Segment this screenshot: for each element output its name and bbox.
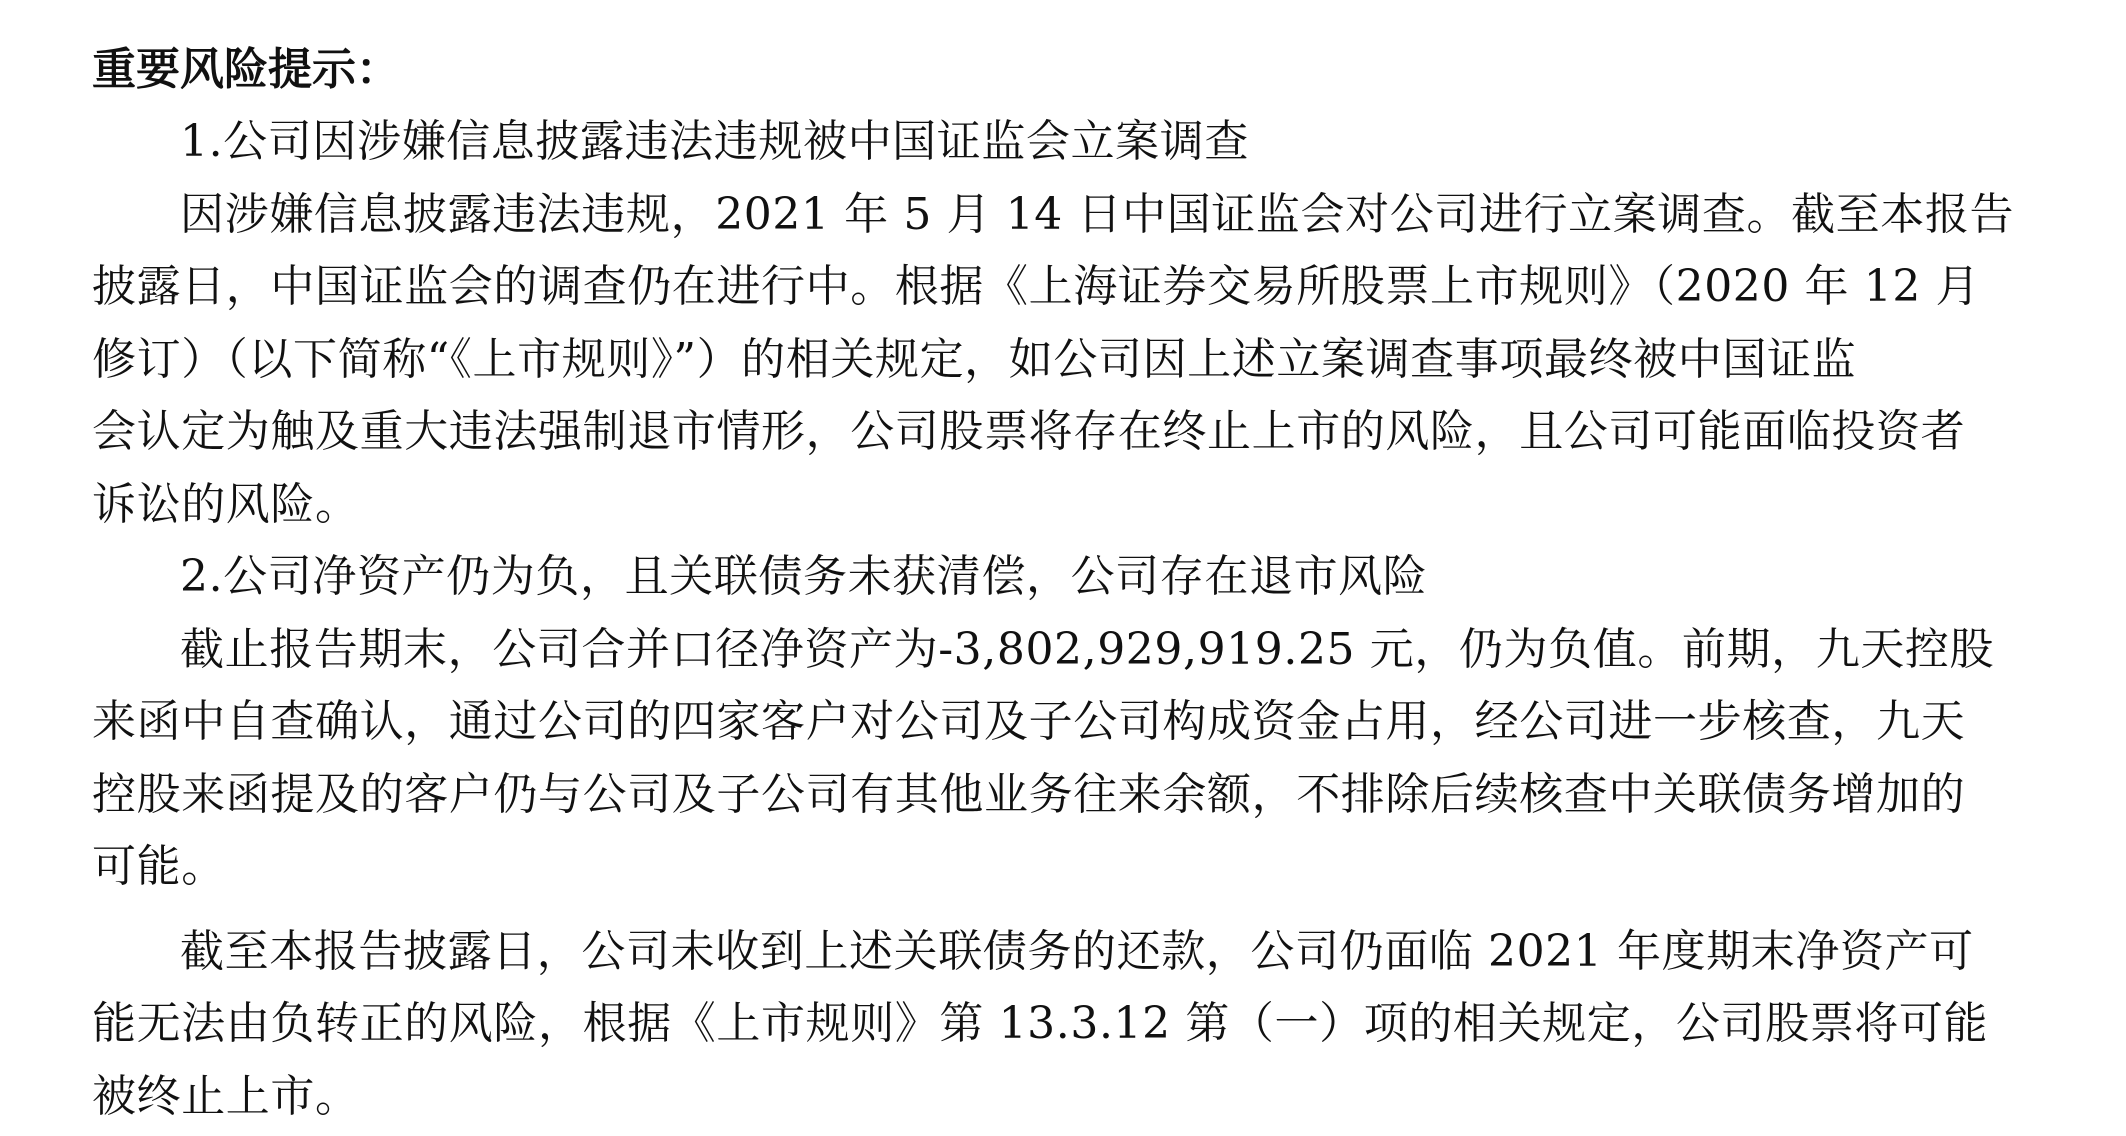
paragraph-line: 修订）（以下简称“《上市规则》”）的相关规定，如公司因上述立案调查事项最终被中国证监 [92, 333, 1857, 385]
risk-heading-1: 1.公司因涉嫌信息披露违法违规被中国证监会立案调查 [180, 116, 1249, 167]
paragraph-line: 截止报告期末，公司合并口径净资产为-3,802,929,919.25 元，仍为负值。前期，九天控股 [180, 623, 1995, 675]
paragraph-line: 诉讼的风险。 [92, 478, 360, 530]
paragraph-line: 因涉嫌信息披露违法违规，2021 年 5 月 14 日中国证监会对公司进行立案调查。截至本报告 [180, 188, 2015, 240]
risk-heading-2: 2.公司净资产仍为负，且关联债务未获清偿，公司存在退市风险 [180, 551, 1428, 602]
paragraph-line: 可能。 [92, 841, 226, 892]
paragraph-line: 披露日，中国证监会的调查仍在进行中。根据《上海证券交易所股票上市规则》（2020 年 12 月 [92, 261, 1981, 312]
paragraph-line: 截至本报告披露日，公司未收到上述关联债务的还款，公司仍面临 2021 年度期末净资产可 [180, 925, 1974, 977]
document-body [92, 34, 2064, 1133]
paragraph-line: 被终止上市。 [92, 1070, 360, 1122]
paragraph-line: 控股来函提及的客户仍与公司及子公司有其他业务往来余额，不排除后续核查中关联债务增加的 [92, 768, 1966, 820]
paragraph-line: 来函中自查确认，通过公司的四家客户对公司及子公司构成资金占用，经公司进一步核查，九天 [92, 696, 1966, 747]
paragraph-line: 能无法由负转正的风险，根据《上市规则》第 13.3.12 第（一）项的相关规定，公司股票将可能 [92, 998, 1989, 1049]
section-title: 重要风险提示： [92, 44, 400, 95]
paragraph-line: 会认定为触及重大违法强制退市情形，公司股票将存在终止上市的风险，且公司可能面临投资者 [92, 406, 1966, 457]
